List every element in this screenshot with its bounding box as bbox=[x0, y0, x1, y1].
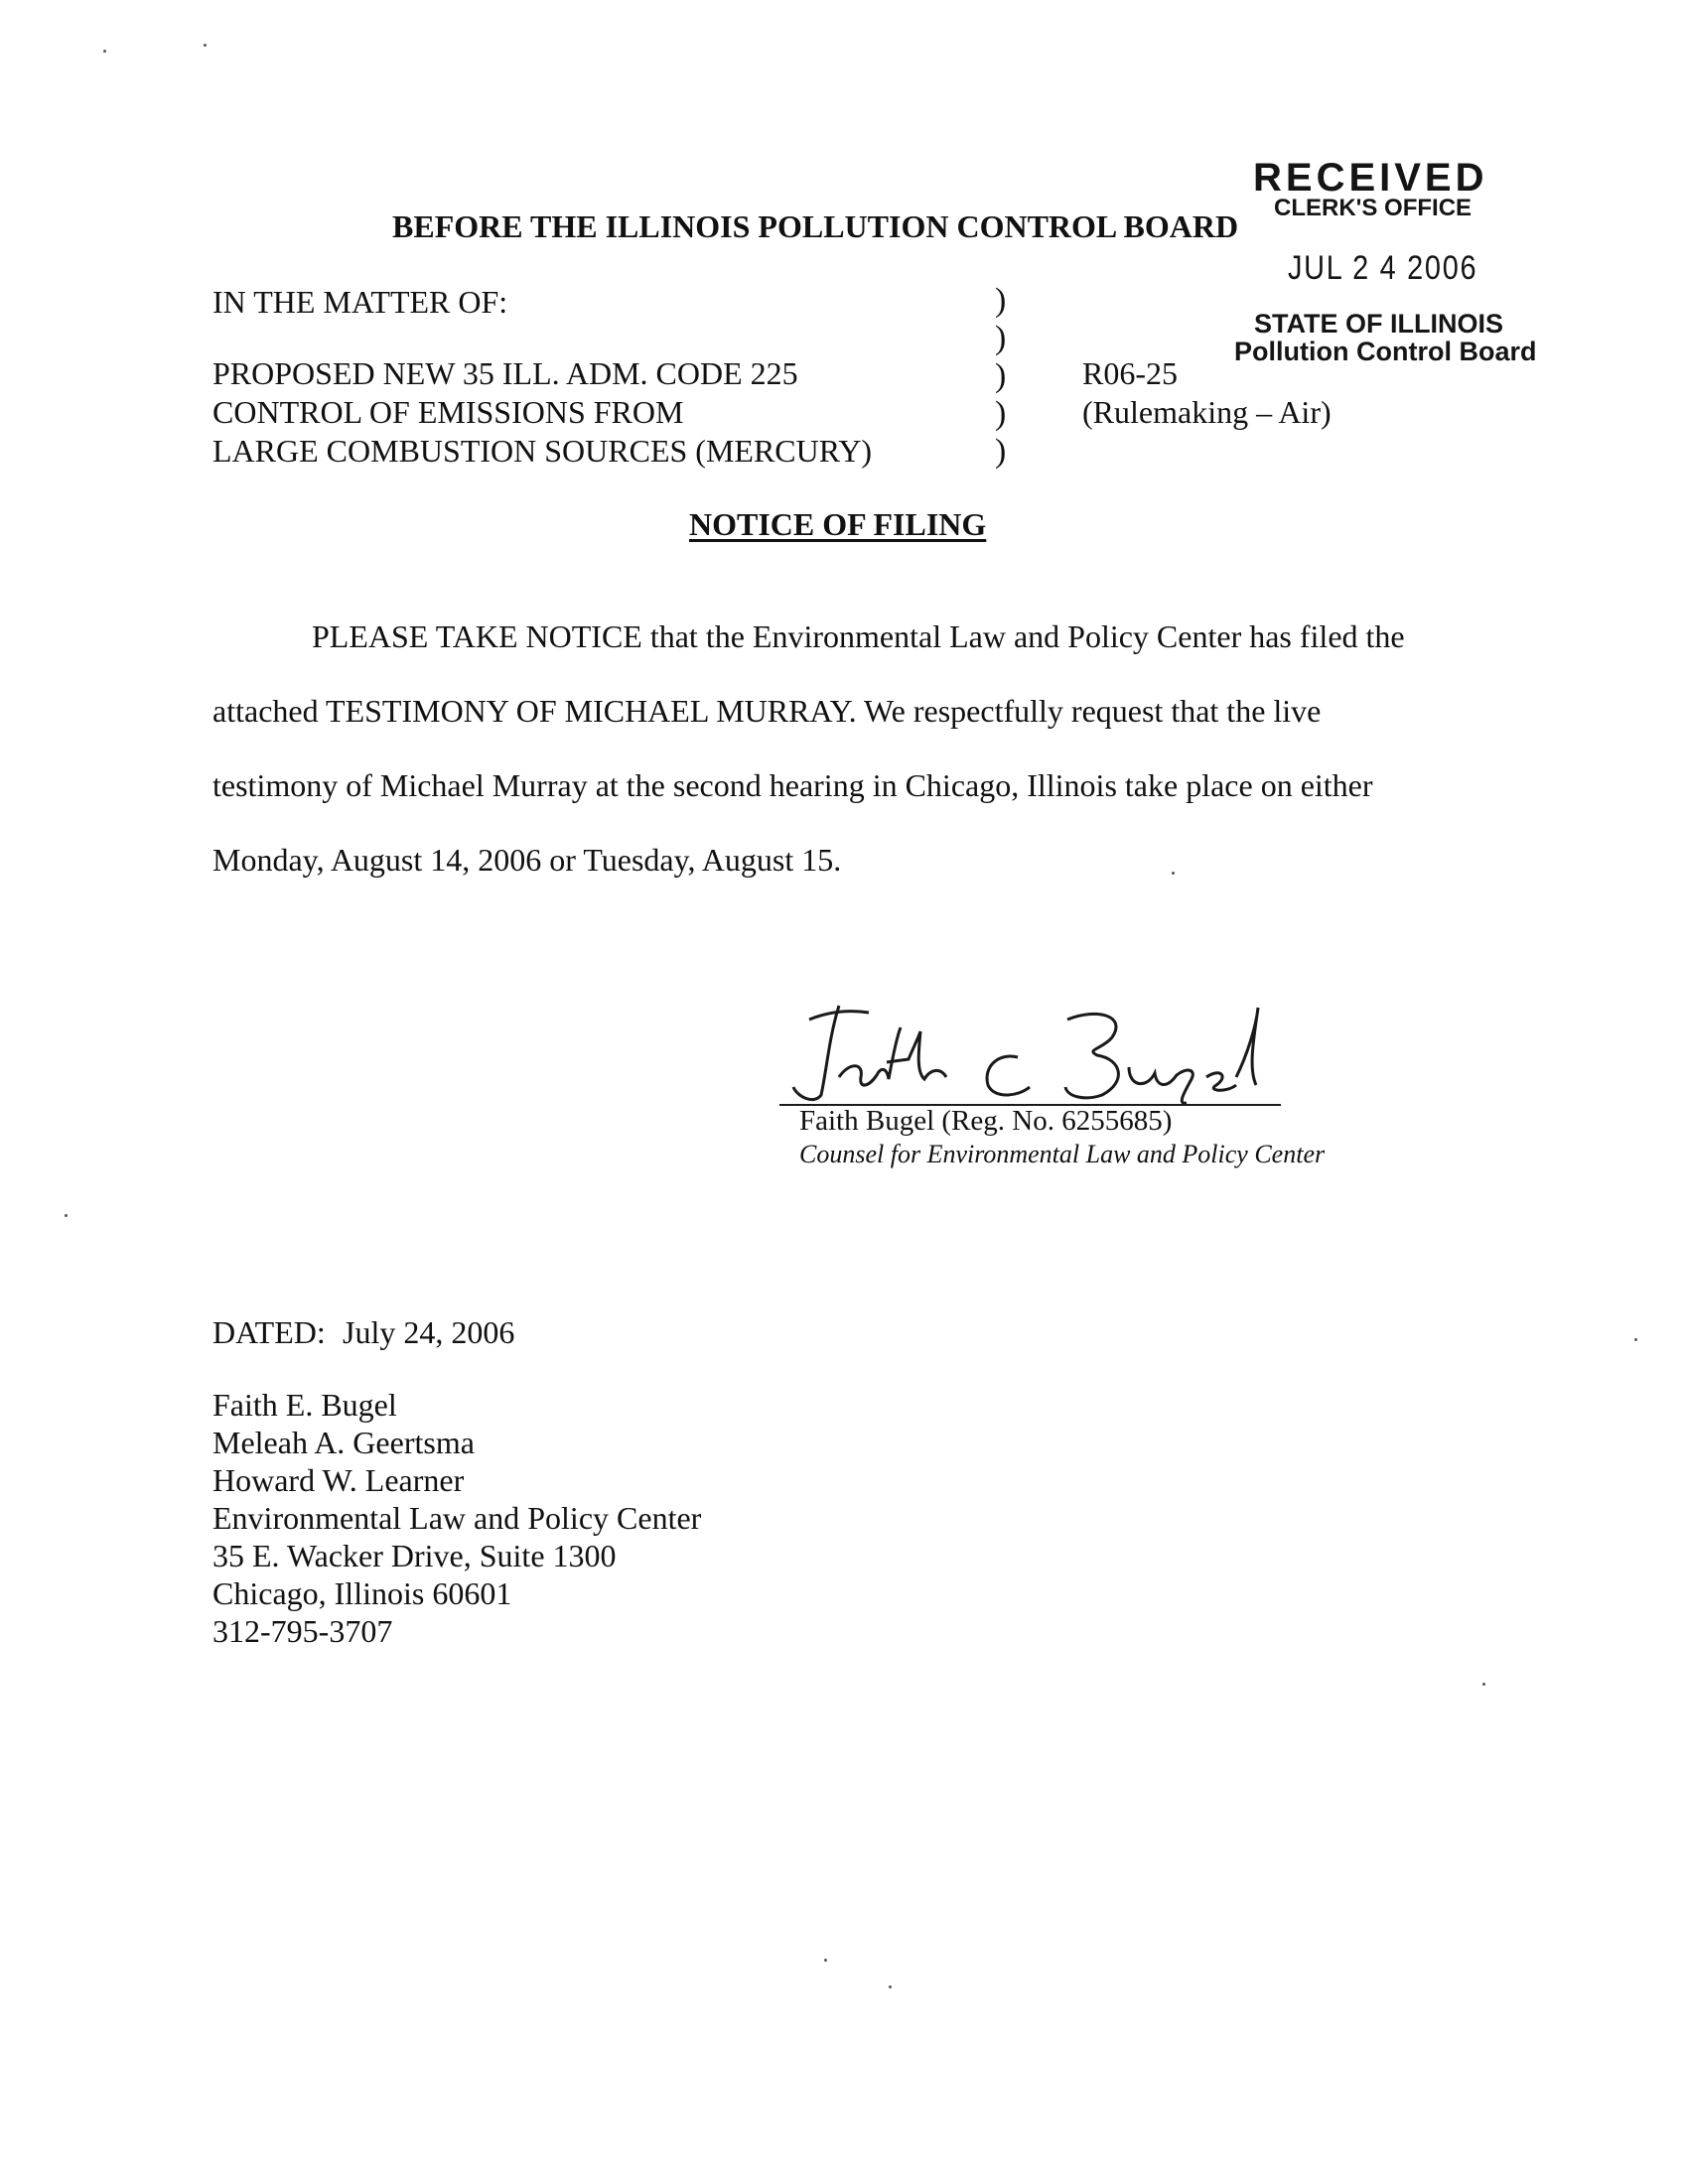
scan-speck bbox=[1482, 1683, 1485, 1686]
notice-heading: NOTICE OF FILING bbox=[689, 506, 987, 542]
caption-bracket: ) bbox=[995, 395, 1007, 432]
scan-speck bbox=[103, 50, 106, 53]
address-line: 312-795-3707 bbox=[212, 1613, 393, 1649]
address-line: 35 E. Wacker Drive, Suite 1300 bbox=[212, 1538, 617, 1573]
caption-line-1: PROPOSED NEW 35 ILL. ADM. CODE 225 bbox=[212, 355, 798, 391]
address-line: Meleah A. Geertsma bbox=[212, 1425, 475, 1460]
received-stamp-state: STATE OF ILLINOIS bbox=[1254, 309, 1503, 339]
address-line: Howard W. Learner bbox=[212, 1462, 465, 1498]
notice-paragraph-line: testimony of Michael Murray at the second hearing in Chicago, Illinois take place on either bbox=[212, 767, 1373, 803]
caption-bracket: ) bbox=[995, 433, 1007, 470]
case-type: (Rulemaking – Air) bbox=[1082, 394, 1332, 430]
scan-speck bbox=[204, 44, 207, 47]
address-line: Environmental Law and Policy Center bbox=[212, 1500, 702, 1536]
received-stamp-office: CLERK'S OFFICE bbox=[1274, 195, 1473, 221]
scan-speck bbox=[65, 1214, 68, 1217]
scan-speck bbox=[824, 1959, 827, 1962]
address-line: Faith E. Bugel bbox=[212, 1387, 397, 1423]
notice-paragraph-line: PLEASE TAKE NOTICE that the Environmental Law and Policy Center has filed the bbox=[312, 618, 1405, 654]
dated-date: July 24, 2006 bbox=[343, 1314, 515, 1350]
dated-label: DATED: bbox=[212, 1314, 326, 1350]
address-line: Chicago, Illinois 60601 bbox=[212, 1575, 512, 1611]
caption-matter: IN THE MATTER OF: bbox=[212, 284, 508, 320]
received-stamp-board: Pollution Control Board bbox=[1234, 337, 1537, 366]
scan-speck bbox=[1634, 1338, 1637, 1341]
received-stamp-title: RECEIVED bbox=[1253, 156, 1488, 200]
caption-bracket: ) bbox=[995, 282, 1007, 319]
scan-speck bbox=[1172, 872, 1175, 875]
caption-line-3: LARGE COMBUSTION SOURCES (MERCURY) bbox=[212, 433, 873, 469]
scan-speck bbox=[889, 1985, 892, 1988]
notice-paragraph-line: Monday, August 14, 2006 or Tuesday, August 15. bbox=[212, 842, 842, 878]
notice-paragraph-line: attached TESTIMONY OF MICHAEL MURRAY. We respectfully request that the live bbox=[212, 693, 1322, 729]
document-title: BEFORE THE ILLINOIS POLLUTION CONTROL BOARD bbox=[392, 208, 1239, 244]
signer-title: Counsel for Environmental Law and Policy Center bbox=[799, 1140, 1326, 1168]
received-stamp-date: JUL 2 4 2006 bbox=[1288, 249, 1478, 287]
signer-name: Faith Bugel (Reg. No. 6255685) bbox=[799, 1105, 1173, 1137]
case-number: R06-25 bbox=[1082, 355, 1178, 391]
caption-line-2: CONTROL OF EMISSIONS FROM bbox=[212, 394, 684, 430]
handwritten-signature bbox=[770, 998, 1286, 1107]
caption-bracket: ) bbox=[995, 320, 1007, 356]
caption-bracket: ) bbox=[995, 357, 1007, 394]
